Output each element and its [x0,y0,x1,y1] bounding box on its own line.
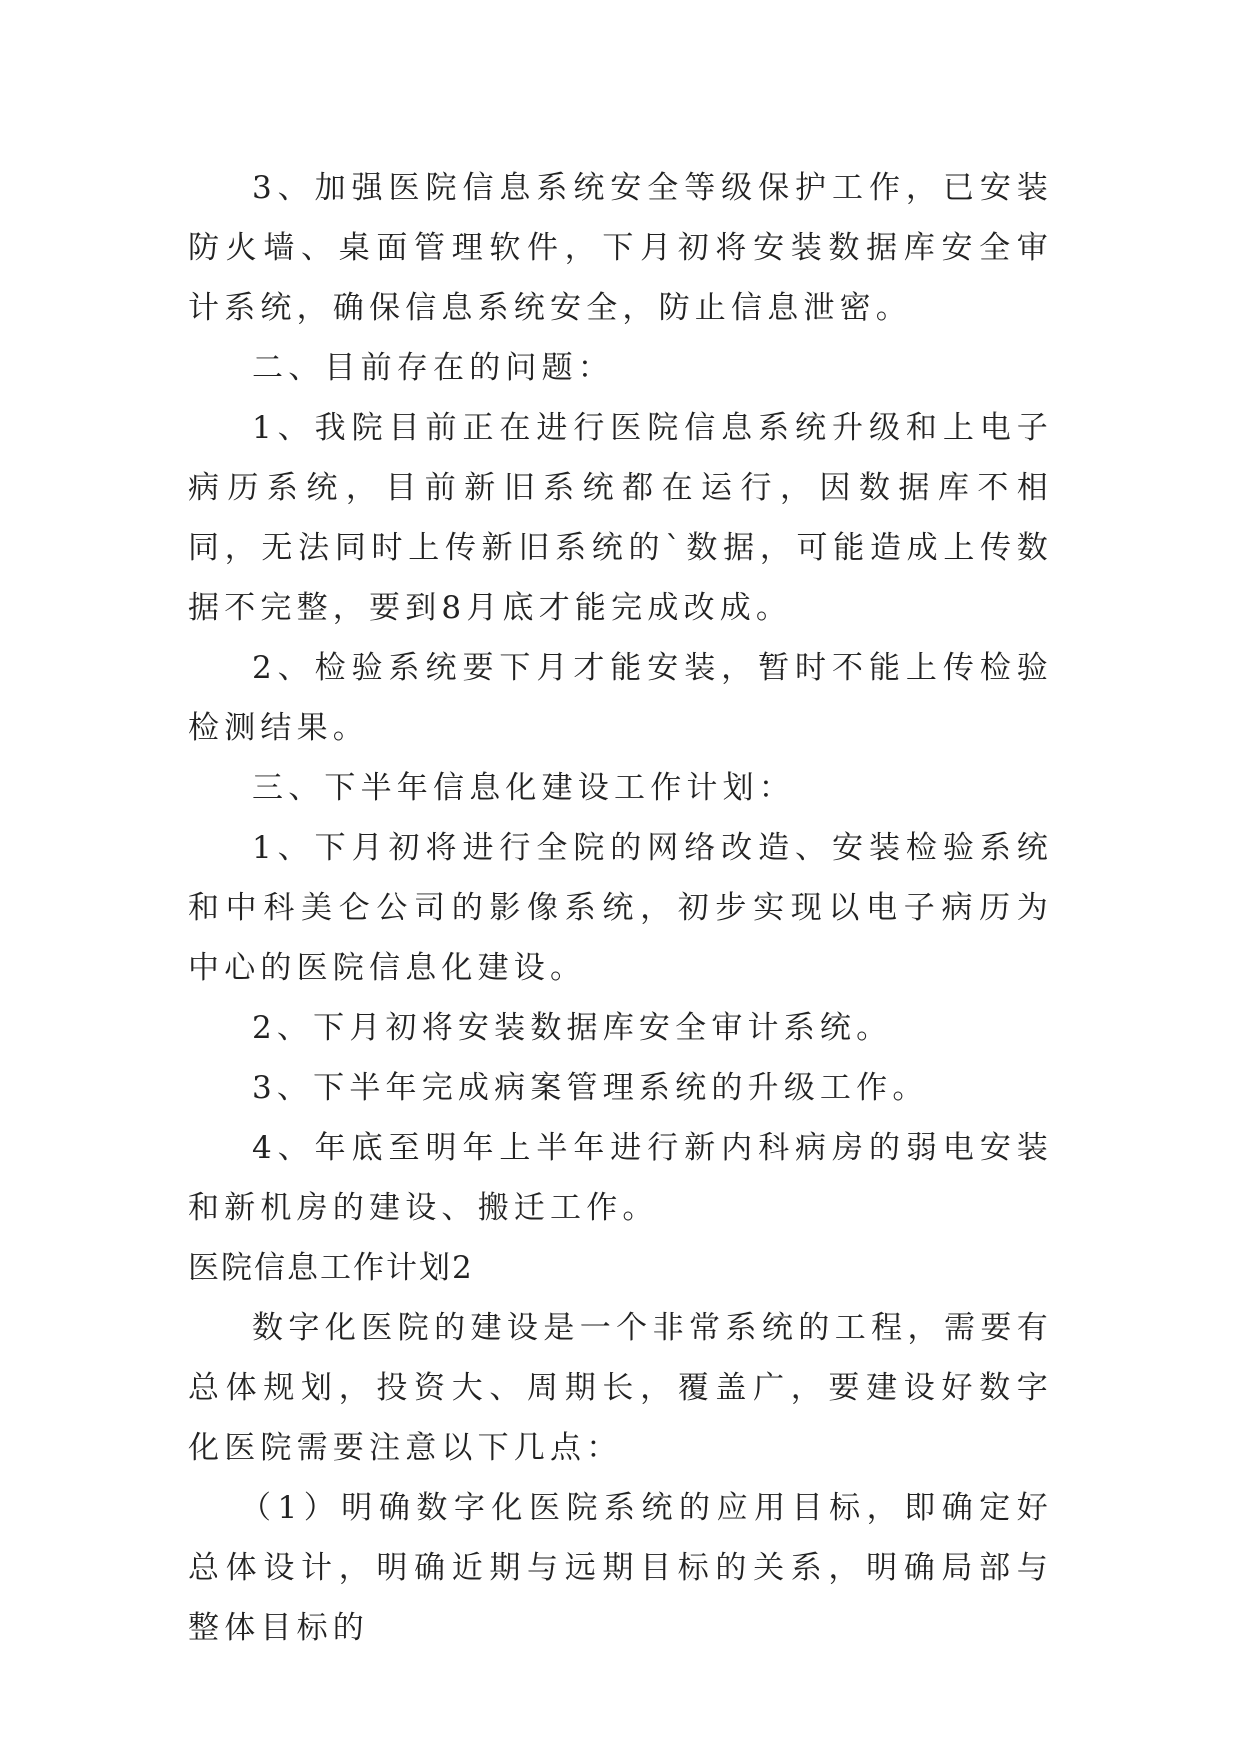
paragraph-problem-1: 1、我院目前正在进行医院信息系统升级和上电子病历系统，目前新旧系统都在运行，因数据库不相同，无法同时上传新旧系统的`数据，可能造成上传数据不完整，要到8月底才能完成改成。 [188,410,1053,626]
paragraph-plan-2: 2、下月初将安装数据库安全审计系统。 [252,1010,893,1046]
paragraph-security-protection: 3、加强医院信息系统安全等级保护工作，已安装防火墙、桌面管理软件，下月初将安装数据库安全审计系统，确保信息系统安全，防止信息泄密。 [188,170,1053,326]
document-body [188,158,1053,1658]
section-heading-existing-problems: 二、目前存在的问题： [252,350,614,386]
paragraph-plan-3: 3、下半年完成病案管理系统的升级工作。 [252,1070,929,1106]
paragraph-digital-hospital-intro: 数字化医院的建设是一个非常系统的工程，需要有总体规划，投资大、周期长，覆盖广，要建设好数字化医院需要注意以下几点： [188,1310,1053,1466]
paragraph-problem-2: 2、检验系统要下月才能安装，暂时不能上传检验检测结果。 [188,650,1053,746]
paragraph-plan-1: 1、下月初将进行全院的网络改造、安装检验系统和中科美仑公司的影像系统，初步实现以电子病历为中心的医院信息化建设。 [188,830,1053,986]
section-heading-work-plan: 三、下半年信息化建设工作计划： [252,770,795,806]
document-section-title: 医院信息工作计划2 [188,1250,474,1286]
paragraph-point-1: （1）明确数字化医院系统的应用目标，即确定好总体设计，明确近期与远期目标的关系，明确局部与整体目标的 [188,1490,1053,1646]
paragraph-plan-4: 4、年底至明年上半年进行新内科病房的弱电安装和新机房的建设、搬迁工作。 [188,1130,1053,1226]
